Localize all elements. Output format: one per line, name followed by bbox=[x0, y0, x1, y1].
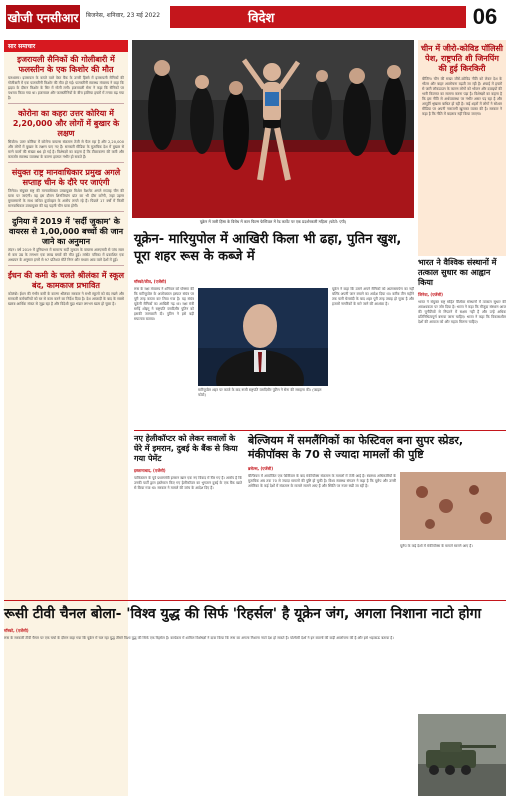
photo-caption: यूक्रेन में जारी हिंसा के विरोध में कान फिल्म फेस्टिवल में रेड कार्पेट पर एक प्रदर्शनकारी महिला (फोटो: एपी) bbox=[199, 219, 347, 224]
page-number: 06 bbox=[466, 3, 504, 31]
putin-photo bbox=[198, 288, 328, 386]
divider bbox=[8, 103, 124, 104]
story-body: बीजिंग। चीन की सख्त जीरो-कोविड नीति को लेकर देश के भीतर और बाहर आलोचना बढ़ती जा रही है। शंघाई में हफ्तों से जारी लॉकडाउन के कारण लोगों को भोजन और दवाइयों की भारी किल्लत का सामना करना पड़ा है। विशेषज्ञों का कहना है कि इस नीति से अर्थव्यवस्था पर गंभीर असर पड़ रहा है और आपूर्ति श्रृंखला बाधित हो रही है। कई शहरों में लोगों ने सोशल मीडिया पर अपनी नाराजगी खुलकर व्यक्त की है। सरकार ने कहा है कि नीति में बदलाव नहीं किया जाएगा। bbox=[422, 77, 502, 116]
brief-body: यरुशलम। इजरायल के कब्जे वाले वेस्ट बैंक के उत्तरी हिस्से में इजरायली सैनिकों की गोलीबारी में एक फलस्तीनी किशोर की मौत हो गई। फलस्तीनी स्वास्थ्य मंत्रालय ने कहा कि झड़प के दौरान किशोर के सिर में गोली लगी। इजरायली सेना ने कहा कि सैनिकों पर पथराव किया गया था। इजरायल और फलस्तीनियों के बीच हालिया हफ्तों में तनाव बढ़ गया है। bbox=[8, 76, 124, 100]
belgium-story-headline[interactable]: बेल्जियम में समलैंगिकों का फेस्टिवल बना सुपर स्प्रेडर, मंकीपॉक्स के 70 से ज्यादा मामलों की पुष्टि bbox=[248, 434, 464, 461]
putin-photo-caption: मारियुपोल शहर पर कब्जे के बाद रूसी राष्ट्रपति व्लादिमीर पुतिन ने सेना की सराहना की। (फाइल फोटो) bbox=[198, 388, 322, 397]
monkeypox-photo bbox=[400, 472, 506, 540]
brief-body: सियोल। उत्तर कोरिया में कोरोना वायरस संक्रमण तेजी से फैल रहा है और 2,20,000 और लोगों में बुखार के लक्षण पाए गए हैं। सरकारी मीडिया के मुताबिक देश में बुखार से मरने वालों की संख्या 66 हो गई है। विशेषज्ञों का कहना है कि टीकाकरण की कमी और कमजोर स्वास्थ्य व्यवस्था के कारण हालात गंभीर हो सकते हैं। bbox=[8, 140, 124, 159]
china-story-box bbox=[418, 40, 506, 256]
section-divider bbox=[134, 430, 506, 431]
brief-headline[interactable]: दुनिया में 2019 में 'सर्दी जुकाम' के वायरस से 1,00,000 बच्चों की जान जाने का अनुमान bbox=[8, 217, 124, 246]
newspaper-logo: खोजी एनसीआर bbox=[6, 5, 80, 29]
india-story-body: भारत ने संयुक्त राष्ट्र सहित वैश्विक संस्थानों में तत्काल सुधार की आवश्यकता पर जोर दिया है। भारत ने कहा कि मौजूदा संस्थान आज की चुनौतियों से निपटने में सक्षम नहीं हैं और उन्हें अधिक प्रतिनिधित्वपूर्ण बनाया जाना चाहिए। भारत ने कहा कि विकासशील देशों की आवाज को और महत्व मिलना चाहिए। bbox=[418, 300, 506, 324]
dateline: बिजनेस, शनिवार, 23 मई 2022 bbox=[86, 12, 161, 19]
brief-headline[interactable]: संयुक्त राष्ट्र मानवाधिकार प्रमुख अगले सप्ताह चीन के दौरे पर जाएंगी bbox=[11, 168, 121, 187]
brief-headline[interactable]: इजरायली सैनिकों की गोलीबारी में फलस्तीन के एक किशोर की मौत bbox=[17, 55, 115, 74]
imran-story-byline: इस्लामाबाद, (एजेंसी) bbox=[134, 468, 166, 473]
belgium-story-body: बेल्जियम में आयोजित एक फेस्टिवल के बाद मंकीपॉक्स संक्रमण के मामलों में तेजी आई है। स्वास्थ्य अधिकारियों के मुताबिक अब तक 70 से ज्यादा मामलों की पुष्टि हो चुकी है। विश्व स्वास्थ्य संगठन ने कहा है कि यूरोप और उत्तरी अमेरिका के कई देशों में संक्रमण के मामले सामने आए हैं और स्थिति पर नजर रखी जा रही है। bbox=[248, 474, 396, 488]
india-story-headline[interactable]: भारत ने वैश्विक संस्थानों में तत्काल सुधार का आह्वान किया bbox=[418, 258, 497, 287]
red-carpet-photo bbox=[132, 40, 414, 218]
bottom-story-body: रूस के सरकारी टीवी चैनल पर एक चर्चा के दौरान कहा गया कि यूक्रेन में चल रहा युद्ध तीसरे विश्व युद्ध की सिर्फ एक रिहर्सल है। कार्यक्रम में शामिल विशेषज्ञों ने दावा किया कि रूस का अगला निशाना नाटो देश हो सकते हैं। पश्चिमी देशों ने इन बयानों की कड़ी आलोचना की है और इसे भड़काऊ बताया है। bbox=[4, 636, 394, 640]
bottom-headline[interactable]: रूसी टीवी चैनल बोला- 'विश्व युद्ध की सिर्फ 'रिहर्सल' है यूक्रेन जंग, अगला निशाना नाटो होगा bbox=[4, 606, 482, 622]
brief-body: लंदन। वर्ष 2019 में दुनियाभर में सामान्य सर्दी जुकाम के वायरस आरएसवी से पांच साल से कम उम्र के लगभग एक लाख बच्चों की मौत हुई। लांसेट पत्रिका में प्रकाशित एक अध्ययन के अनुसार इनमें से 97 प्रतिशत मौतें निम्न और मध्यम आय वाले देशों में हुईं। bbox=[8, 248, 124, 262]
main-body-right: यूक्रेन ने कहा कि उसने अपने सैनिकों को आत्मसमर्पण का नहीं बल्कि अपनी जान बचाने का आदेश दिया था। करीब तीन महीने तक चली घेराबंदी के बाद शहर पूरी तरह तबाह हो चुका है और हजारों नागरिकों के मारे जाने की आशंका है। bbox=[332, 287, 414, 306]
imran-story-body: पाकिस्तान के पूर्व प्रधानमंत्री इमरान खान एक नए विवाद में घिर गए हैं। आरोप है कि उनकी पार्टी द्वारा इस्तेमाल किए गए हेलीकॉप्टर का भुगतान दुबई के एक बैंक खाते से किया गया था। सरकार ने मामले की जांच के आदेश दिए हैं। bbox=[134, 476, 242, 490]
india-story-byline: जिनेवा, (एजेंसी) bbox=[418, 292, 443, 297]
divider bbox=[8, 211, 124, 212]
brief-body: जिनेवा। संयुक्त राष्ट्र की मानवाधिकार उच्चायुक्त मिशेल बैशलेट अगले सप्ताह चीन की यात्रा पर जाएंगी। वह इस दौरान शिनजियांग प्रांत का भी दौरा करेंगी, जहां उइगर मुसलमानों के साथ कथित दुर्व्यवहार के आरोप लगते रहे हैं। पिछले 17 वर्षों में किसी मानवाधिकार उच्चायुक्त की यह पहली चीन यात्रा होगी। bbox=[8, 189, 124, 208]
masthead bbox=[0, 0, 510, 34]
main-body-left: रूस के रक्षा मंत्रालय ने शनिवार को घोषणा की कि मारियुपोल के अजोवस्टल इस्पात संयंत्र पर पूरी तरह कब्जा कर लिया गया है। यह संयंत्र यूक्रेनी सैनिकों का आखिरी गढ़ था। रक्षा मंत्री सर्गेई शोइगू ने राष्ट्रपति व्लादिमीर पुतिन को इसकी जानकारी दी। पुतिन ने इसे बड़ी सफलता बताया। bbox=[134, 287, 194, 321]
section-title: विदेश bbox=[170, 6, 466, 28]
brief-headline[interactable]: कोरोना का कहरः उत्तर कोरिया में 2,20,000 और लोगों में बुखार के लक्षण bbox=[12, 109, 120, 138]
main-headline[interactable]: यूक्रेन- मारियुपोल में आखिरी किला भी ढहा, पुतिन खुश, पूरा शहर रूस के कब्जे में bbox=[134, 232, 402, 264]
monkeypox-photo-caption: यूरोप के कई देशों में मंकीपॉक्स के मामले सामने आए हैं। bbox=[400, 544, 473, 548]
divider bbox=[8, 265, 124, 266]
bottom-byline: मॉस्को, (एजेंसी) bbox=[4, 628, 29, 633]
belgium-story-byline: ब्रसेल्स, (एजेंसी) bbox=[248, 466, 274, 471]
column-label: सार समाचार bbox=[4, 40, 128, 52]
section-divider bbox=[4, 600, 506, 601]
brief-body: कोलंबो। ईंधन की गंभीर कमी के कारण श्रीलंका सरकार ने सभी स्कूलों को बंद रखने और सरकारी कर्मचारियों को घर से काम करने का निर्देश दिया है। देश आजादी के बाद के सबसे खराब आर्थिक संकट से जूझ रहा है और विदेशी मुद्रा भंडार लगभग खत्म हो चुका है। bbox=[8, 292, 124, 306]
story-headline[interactable]: चीन में जीरो-कोविड पॉलिसी पेश, राष्ट्रपति शी जिनपिंग की हुई किरकिरी bbox=[420, 44, 503, 73]
main-byline: मॉस्को/कीव, (एजेंसी) bbox=[134, 279, 167, 284]
brief-headline[interactable]: ईंधन की कमी के चलते श्रीलंका में स्कूल बंद, कामकाज प्रभावित bbox=[7, 271, 125, 290]
imran-story-headline[interactable]: नए हेलीकॉप्टर को लेकर सवालों के घेरे में इमरान, दुबई के बैंक से किया गया पेमेंट bbox=[134, 434, 238, 463]
military-parade-photo bbox=[418, 714, 506, 796]
divider bbox=[8, 162, 124, 163]
